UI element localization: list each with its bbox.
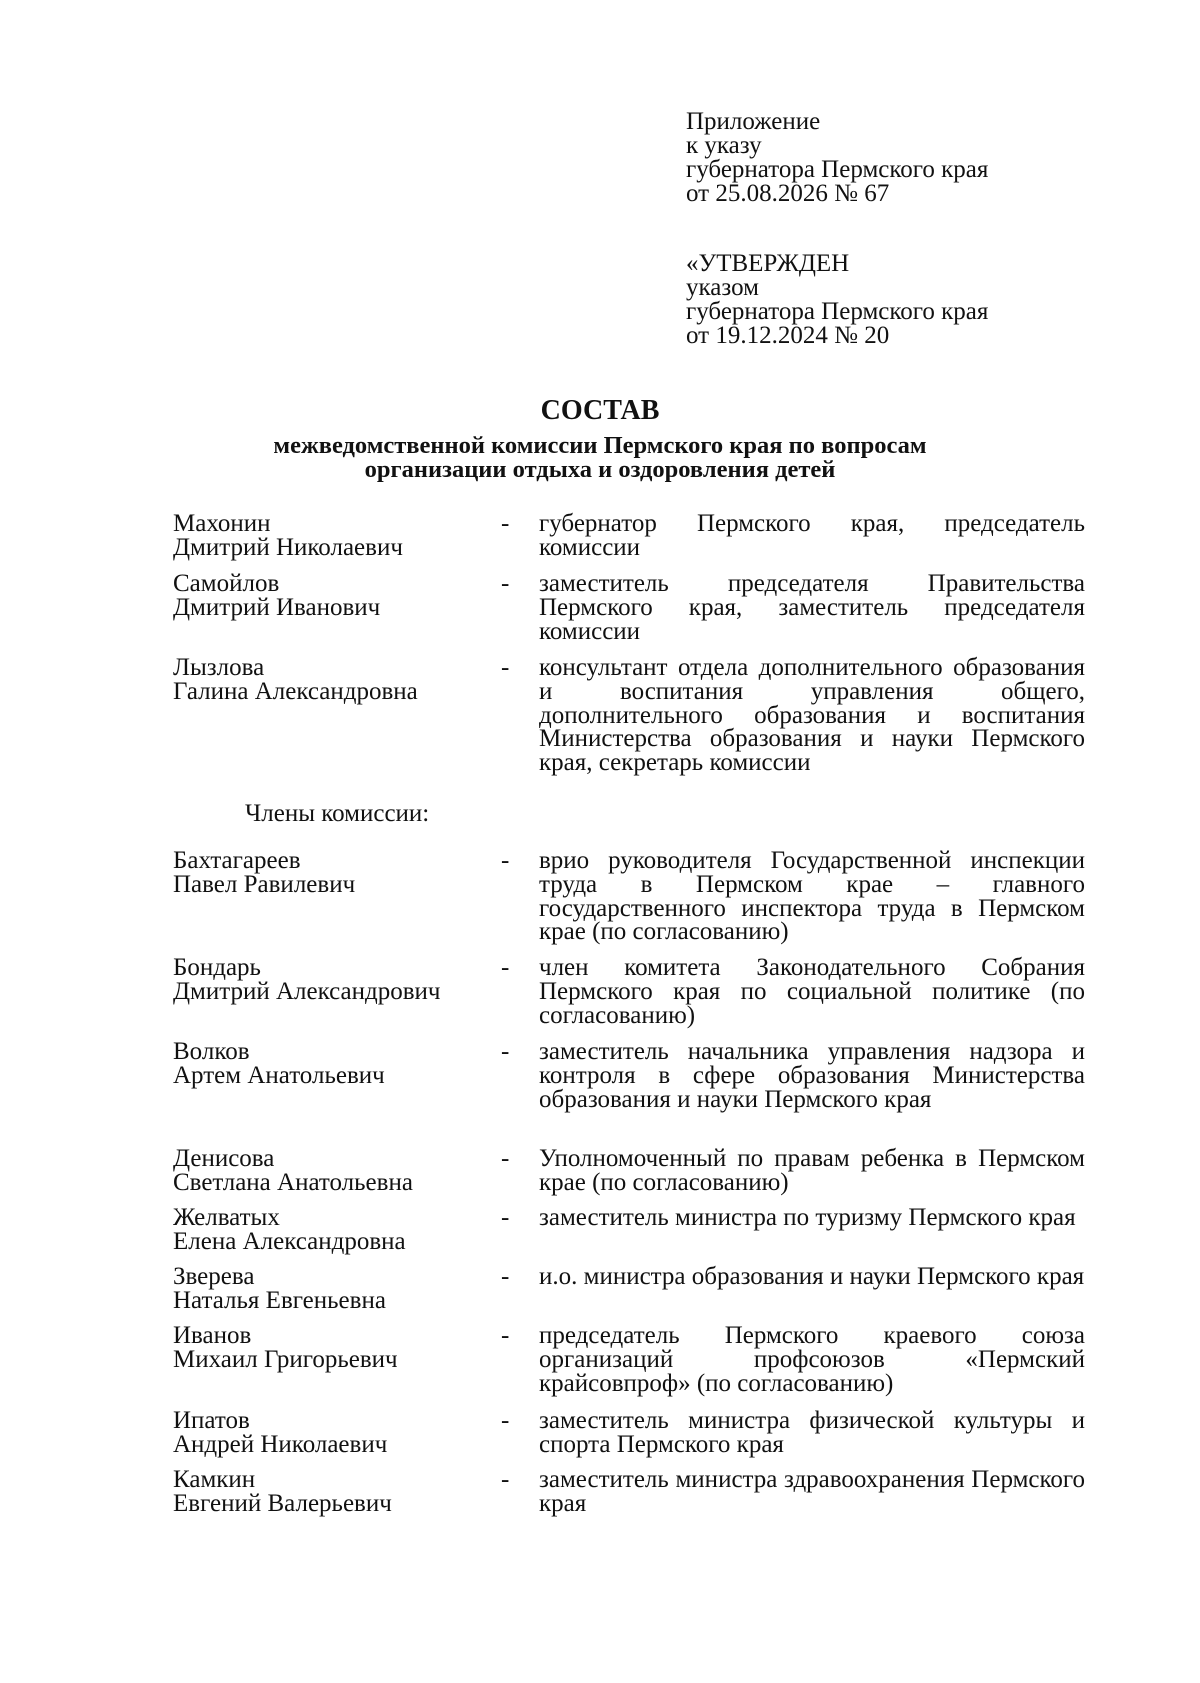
person-name [173, 1147, 493, 1195]
approved-line-2: указом [686, 274, 759, 301]
dash-separator: - [501, 1407, 510, 1434]
dash-separator: - [501, 1204, 510, 1231]
person-name [173, 849, 493, 897]
approved-block [686, 252, 988, 348]
person-surname: Бондарь [173, 954, 261, 981]
appendix-line-1: Приложение [686, 108, 821, 135]
person-surname: Самойлов [173, 570, 280, 597]
person-role: консультант отдела дополнительного образования и воспитания управления общего, дополнительного образования и воспитания Министерства образования и науки Пермского края, секретарь комиссии [539, 654, 1085, 777]
person-role: заместитель министра физической культуры и спорта Пермского края [539, 1407, 1085, 1458]
person-surname: Бахтагареев [173, 847, 301, 874]
person-surname: Денисова [173, 1145, 275, 1172]
dash-separator: - [501, 1263, 510, 1290]
person-name [173, 512, 493, 560]
person-given-names: Светлана Анатольевна [173, 1168, 413, 1196]
appendix-block [686, 110, 988, 206]
person-role: председатель Пермского краевого союза организаций профсоюзов «Пермский крайсовпроф» (по согласованию) [539, 1322, 1085, 1397]
person-role: член комитета Законодательного Собрания Пермского края по социальной политике (по согласованию) [539, 954, 1085, 1029]
person-given-names: Михаил Григорьевич [173, 1345, 398, 1373]
person-given-names: Дмитрий Александрович [173, 977, 441, 1005]
document-subtitle [0, 434, 1200, 482]
person-given-names: Дмитрий Иванович [173, 593, 381, 621]
person-role: заместитель председателя Правительства Пермского края, заместитель председателя комиссии [539, 570, 1085, 645]
approved-line-4: от 19.12.2024 № 20 [686, 322, 890, 349]
dash-separator: - [501, 510, 510, 537]
person-given-names: Павел Равилевич [173, 870, 356, 898]
person-name [173, 956, 493, 1004]
person-role: Уполномоченный по правам ребенка в Пермском крае (по согласованию) [539, 1145, 1085, 1196]
subtitle-line-2: организации отдыха и оздоровления детей [364, 456, 836, 483]
person-name [173, 1324, 493, 1372]
person-role: заместитель начальника управления надзора и контроля в сфере образования Министерства образования и науки Пермского края [539, 1038, 1085, 1113]
subtitle-line-1: межведомственной комиссии Пермского края по вопросам [273, 432, 927, 459]
dash-separator: - [501, 1322, 510, 1349]
person-surname: Махонин [173, 510, 271, 537]
appendix-line-3: губернатора Пермского края [686, 156, 989, 183]
person-given-names: Галина Александровна [173, 677, 418, 705]
person-name [173, 1206, 493, 1254]
person-name [173, 572, 493, 620]
dash-separator: - [501, 954, 510, 981]
person-name [173, 1040, 493, 1088]
person-given-names: Елена Александровна [173, 1227, 406, 1255]
dash-separator: - [501, 1038, 510, 1065]
members-heading: Члены комиссии: [245, 800, 430, 827]
dash-separator: - [501, 654, 510, 681]
person-name [173, 1265, 493, 1313]
appendix-line-2: к указу [686, 132, 762, 159]
person-surname: Лызлова [173, 654, 265, 681]
dash-separator: - [501, 1466, 510, 1493]
person-surname: Желватых [173, 1204, 280, 1231]
approved-line-1: «УТВЕРЖДЕН [686, 250, 850, 277]
person-given-names: Артем Анатольевич [173, 1061, 385, 1089]
person-role: заместитель министра по туризму Пермского края [539, 1204, 1076, 1231]
person-role: заместитель министра здравоохранения Пермского края [539, 1466, 1085, 1517]
person-name [173, 1468, 493, 1516]
dash-separator: - [501, 847, 510, 874]
dash-separator: - [501, 1145, 510, 1172]
person-role: врио руководителя Государственной инспекции труда в Пермском крае – главного государственного инспектора труда в Пермском крае (по согласованию) [539, 847, 1085, 946]
dash-separator: - [501, 570, 510, 597]
person-given-names: Наталья Евгеньевна [173, 1286, 386, 1314]
person-given-names: Дмитрий Николаевич [173, 533, 403, 561]
person-surname: Волков [173, 1038, 250, 1065]
person-surname: Камкин [173, 1466, 256, 1493]
person-role: губернатор Пермского края, председатель комиссии [539, 510, 1085, 561]
person-given-names: Евгений Валерьевич [173, 1489, 392, 1517]
appendix-line-4: от 25.08.2026 № 67 [686, 180, 890, 207]
person-name [173, 656, 493, 704]
approved-line-3: губернатора Пермского края [686, 298, 989, 325]
person-role: и.о. министра образования и науки Пермского края [539, 1263, 1085, 1290]
person-surname: Ипатов [173, 1407, 250, 1434]
person-name [173, 1409, 493, 1457]
person-given-names: Андрей Николаевич [173, 1430, 388, 1458]
person-surname: Зверева [173, 1263, 255, 1290]
document-title: СОСТАВ [540, 395, 660, 426]
person-surname: Иванов [173, 1322, 252, 1349]
